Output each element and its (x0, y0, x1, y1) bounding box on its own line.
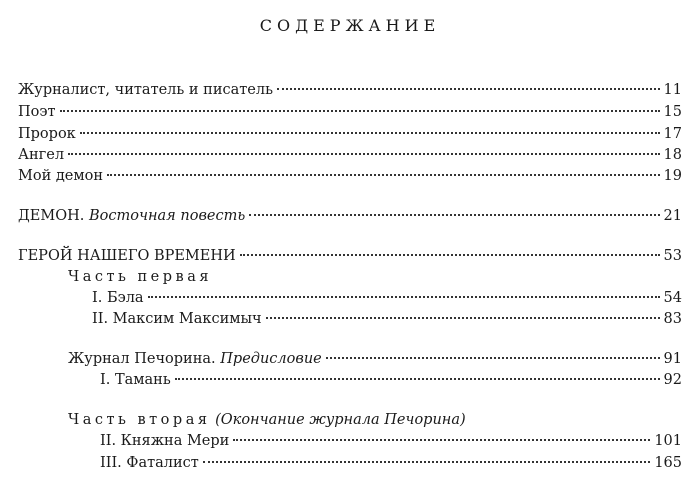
part-two-heading (68, 410, 466, 430)
part-two-note: (Окончание журнала Печорина) (215, 412, 466, 428)
dot-leader (107, 174, 660, 176)
entry-title: ГЕРОЙ НАШЕГО ВРЕМЕНИ (18, 248, 236, 264)
toc-entry[interactable] (18, 166, 682, 186)
toc-entry[interactable] (18, 102, 682, 122)
entry-page: 91 (663, 351, 682, 367)
entry-title: Поэт (18, 104, 56, 120)
dot-leader (249, 214, 659, 216)
entry-title: Пророк (18, 126, 76, 142)
entry-page: 83 (663, 311, 682, 327)
page-title: СОДЕРЖАНИЕ (259, 16, 441, 35)
toc-entry[interactable] (100, 431, 682, 451)
toc-entry[interactable] (92, 309, 682, 329)
entry-title: Журнал Печорина. (68, 351, 216, 367)
entry-page: 11 (663, 82, 682, 98)
dot-leader (240, 254, 660, 256)
dot-leader (175, 378, 660, 380)
entry-subtitle: Восточная повесть (88, 208, 246, 224)
part-two-label: Часть вторая (68, 412, 211, 428)
entry-subtitle: Предисловие (220, 351, 322, 367)
dot-leader (68, 153, 660, 155)
toc-entry-hero[interactable] (18, 246, 682, 266)
toc-entry-demon[interactable] (18, 206, 682, 226)
entry-page: 17 (663, 126, 682, 142)
dot-leader (148, 296, 660, 298)
entry-page: 165 (654, 455, 682, 471)
toc-entry[interactable] (100, 453, 682, 473)
entry-title: II. Княжна Мери (100, 433, 230, 449)
dot-leader (203, 461, 651, 463)
entry-page: 54 (663, 290, 682, 306)
dot-leader (266, 317, 660, 319)
dot-leader (277, 88, 660, 90)
entry-title: III. Фаталист (100, 455, 199, 471)
dot-leader (233, 439, 650, 441)
entry-title: I. Тамань (100, 372, 171, 388)
toc-entry[interactable] (18, 124, 682, 144)
toc-entry[interactable] (92, 288, 682, 308)
entry-page: 19 (663, 168, 682, 184)
dot-leader (60, 110, 660, 112)
entry-title: Журналист, читатель и писатель (18, 82, 273, 98)
dot-leader (326, 357, 660, 359)
entry-title: II. Максим Максимыч (92, 311, 262, 327)
entry-title: ДЕМОН. (18, 208, 85, 224)
entry-title: Ангел (18, 147, 65, 163)
entry-title: Мой демон (18, 168, 104, 184)
part-one-heading: Часть первая (68, 269, 212, 285)
entry-page: 92 (663, 372, 682, 388)
entry-page: 101 (654, 433, 682, 449)
toc-entry-journal[interactable] (68, 349, 682, 369)
dot-leader (80, 132, 660, 134)
entry-page: 21 (663, 208, 682, 224)
entry-title: I. Бэла (92, 290, 144, 306)
entry-page: 53 (663, 248, 682, 264)
toc-entry[interactable] (18, 80, 682, 100)
toc-entry[interactable] (100, 370, 682, 390)
toc-entry[interactable] (18, 145, 682, 165)
entry-page: 18 (663, 147, 682, 163)
entry-page: 15 (663, 104, 682, 120)
